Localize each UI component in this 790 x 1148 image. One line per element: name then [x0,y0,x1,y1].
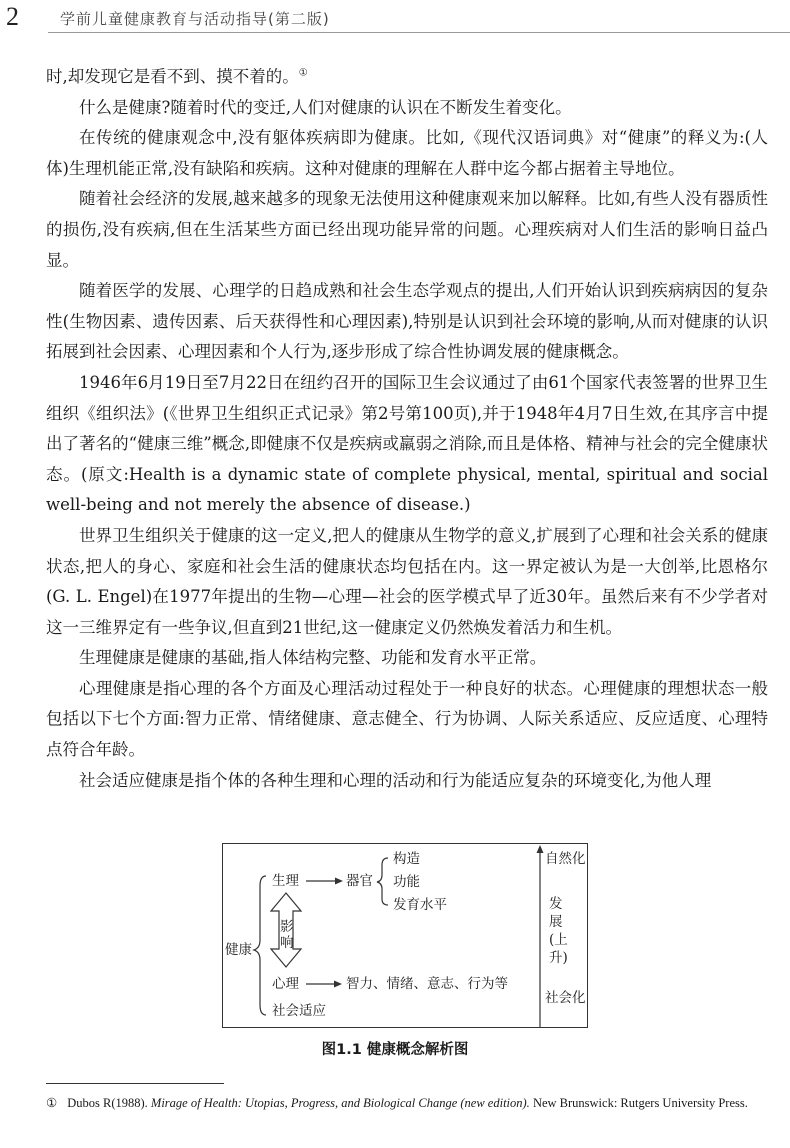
header-divider [48,32,790,33]
physiology-label: 生理 [272,873,299,889]
footnote-mark: ① [46,1096,58,1110]
paragraph: 随着医学的发展、心理学的日趋成熟和社会生态学观点的提出,人们开始认识到疾病病因的复杂性(生物因素、遗传因素、后天获得性和心理因素),特别是认识到社会环境的影响,从而对健康的认识拓展到社会因素、心理因素和个人行为,逐步形成了综合性协调发展的健康概念。 [46,281,768,362]
footnote-divider [46,1083,224,1084]
diagram-lines [222,843,588,1028]
organ-item-development: 发育水平 [393,897,447,913]
figure-caption: 图1.1 健康概念解析图 [321,1042,469,1058]
paragraph: 1946年6月19日至7月22日在纽约召开的国际卫生会议通过了由61个国家代表签署的世界卫生组织《组织法》(《世界卫生组织正式记录》第2号第100页),并于1948年4月7日生效,在其序言中提出了著名的“健康三维”概念,即健康不仅是疾病或羸弱之消除,而且是体格、精神与社会的完全健康状态。(原文:Health is a dynamic state of complete physical, mental, spiritual and social well-being and not merely the absence of disease.) [46,372,768,515]
physiology-arrow-head [335,878,343,885]
paragraph: 在传统的健康观念中,没有躯体疾病即为健康。比如,《现代汉语词典》对“健康”的释义为:(人体)生理机能正常,没有缺陷和疾病。这种对健康的理解在人群中迄今都占据着主导地位。 [46,128,768,178]
organ-item-function: 功能 [393,874,420,890]
root-label: 健康 [225,942,252,958]
paragraph: 世界卫生组织关于健康的这一定义,把人的健康从生物学的意义,扩展到了心理和社会关系的健康状态,把人的身心、家庭和社会生活的健康状态均包括在内。这一界定被认为是一大创举,比恩格尔(G. L. Engel)在1977年提出的生物—心理—社会的医学模式早了近30年。虽然后来有不少学者对这一三维界定有一些争议,但直到21世纪,这一健康定义仍然焕发着活力和生机。 [46,525,768,637]
organ-brace [377,858,388,905]
paragraph: 心理健康是指心理的各个方面及心理活动过程处于一种良好的状态。心理健康的理想状态一般包括以下七个方面:智力正常、情绪健康、意志健全、行为协调、人际关系适应、反应适度、心理特点符合年龄。 [46,678,768,760]
development-label: 发展(上升) [549,896,568,966]
footnote-reference[interactable]: ① [298,67,308,79]
diagram-frame [223,844,588,1028]
paragraph: 什么是健康?随着时代的变迁,人们对健康的认识在不断发生着变化。 [79,97,572,117]
page-number: 2 [6,2,19,31]
body-text [46,62,768,796]
paragraph: 随着社会经济的发展,越来越多的现象无法使用这种健康观来加以解释。比如,有些人没有器质性的损伤,没有疾病,但在生活某些方面已经出现功能异常的问题。心理疾病对人们生活的影响日益凸显。 [46,189,768,270]
psychology-arrow-head [334,981,342,988]
organ-item-structure: 构造 [393,851,420,867]
page-header [0,0,790,40]
development-arrow-head [537,845,544,853]
paragraph: 社会适应健康是指个体的各种生理和心理的活动和行为能适应复杂的环境变化,为他人理 [79,770,712,790]
naturalization-label: 自然化 [545,851,586,867]
socialization-label: 社会化 [545,990,586,1006]
health-concept-diagram [222,843,588,1028]
paragraph: 时,却发现它是看不到、摸不着的。① [46,67,308,86]
influence-label: 影响 [280,919,294,951]
paragraph: 生理健康是健康的基础,指人体结构完整、功能和发育水平正常。 [79,648,547,668]
psychology-label: 心理 [272,976,299,992]
footnote-edition: (new edition). [460,1096,530,1110]
footnote-author: Dubos R(1988). [67,1096,148,1110]
organ-label: 器官 [346,873,373,889]
footnote-publisher: New Brunswick: Rutgers University Press. [532,1096,748,1110]
root-brace [254,876,266,1015]
footnote-title: Mirage of Health: Utopias, Progress, and Biological Change [150,1096,458,1110]
footnote [46,1093,776,1113]
social-adaptation-label: 社会适应 [272,1003,326,1019]
psychology-items: 智力、情绪、意志、行为等 [346,976,508,992]
running-title: 学前儿童健康教育与活动指导(第二版) [60,10,330,28]
